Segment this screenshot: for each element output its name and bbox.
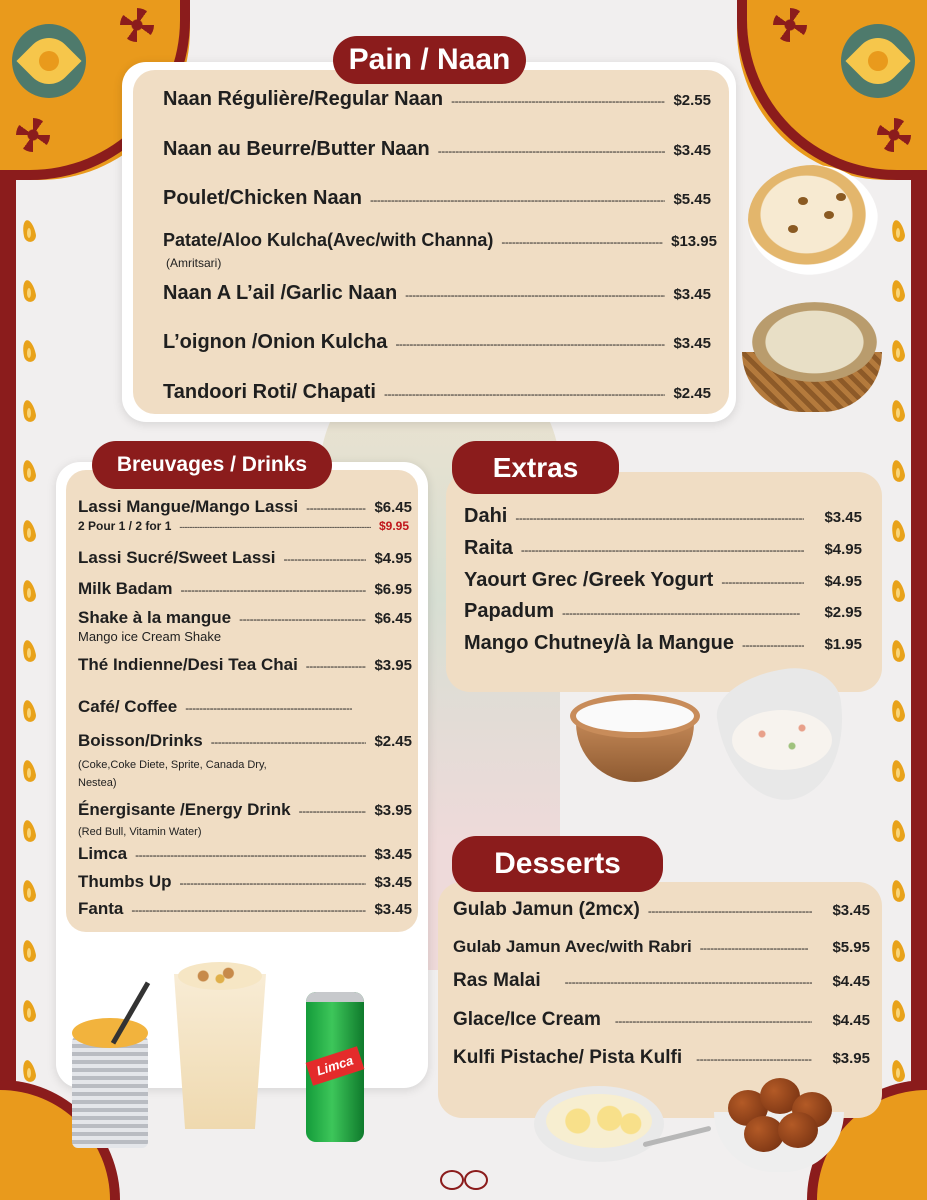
item-name: Fanta bbox=[78, 899, 124, 918]
flame-icon bbox=[889, 280, 907, 306]
item-note: Mango ice Cream Shake bbox=[78, 629, 222, 644]
menu-item bbox=[78, 872, 412, 892]
flame-icon bbox=[889, 880, 907, 906]
flame-icon bbox=[20, 880, 38, 906]
flame-icon bbox=[889, 760, 907, 786]
mango-lassi-glass-illustration bbox=[72, 1018, 142, 1148]
leader-dots bbox=[384, 387, 666, 401]
leader-dots bbox=[501, 235, 663, 249]
can-label: Limca bbox=[306, 1046, 365, 1086]
item-price: $3.45 bbox=[374, 846, 412, 863]
item-price: $4.95 bbox=[824, 573, 862, 590]
item-name: Tandoori Roti/ Chapati bbox=[163, 381, 376, 403]
item-price: $3.45 bbox=[374, 901, 412, 918]
menu-item bbox=[464, 537, 862, 560]
yogurt-bowl-illustration bbox=[570, 694, 700, 784]
flame-icon bbox=[889, 640, 907, 666]
menu-item bbox=[78, 608, 412, 628]
item-price: $4.95 bbox=[824, 541, 862, 558]
leader-dots bbox=[306, 659, 367, 673]
menu-item bbox=[464, 569, 862, 592]
item-name: Lassi Mangue/Mango Lassi bbox=[78, 497, 299, 516]
leader-dots bbox=[451, 94, 665, 108]
item-name: Lassi Sucré/Sweet Lassi bbox=[78, 548, 276, 567]
menu-item-offer bbox=[78, 519, 409, 533]
leader-dots bbox=[370, 193, 666, 207]
item-price: $4.45 bbox=[832, 1012, 870, 1029]
leader-dots bbox=[180, 583, 366, 597]
item-note: (Coke,Coke Diete, Sprite, Canada Dry, bbox=[78, 759, 267, 771]
item-price: $2.55 bbox=[673, 92, 711, 109]
menu-item bbox=[78, 697, 352, 717]
flower-icon bbox=[16, 118, 50, 152]
menu-item bbox=[453, 1009, 870, 1031]
basket-illustration bbox=[742, 302, 882, 412]
menu-item bbox=[163, 187, 711, 210]
item-name: Naan Régulière/Regular Naan bbox=[163, 88, 444, 110]
flower-icon bbox=[120, 8, 154, 42]
leader-dots bbox=[395, 337, 665, 351]
flame-icon bbox=[889, 520, 907, 546]
item-price: $3.45 bbox=[832, 902, 870, 919]
item-name: Milk Badam bbox=[78, 579, 173, 598]
menu-item bbox=[163, 88, 711, 111]
item-name: Raita bbox=[464, 537, 513, 559]
flame-icon bbox=[20, 940, 38, 966]
raita-dish-illustration bbox=[720, 670, 845, 800]
item-price: $1.95 bbox=[824, 636, 862, 653]
item-price: $6.45 bbox=[374, 610, 412, 627]
desserts-section-title: Desserts bbox=[452, 836, 663, 892]
item-name: L’oignon /Onion Kulcha bbox=[163, 331, 388, 353]
leader-dots bbox=[131, 903, 366, 917]
item-note: (Amritsari) bbox=[166, 256, 222, 270]
leader-dots bbox=[648, 904, 813, 918]
item-name: Gulab Jamun (2mcx) bbox=[453, 899, 640, 920]
leader-dots bbox=[721, 575, 804, 589]
item-name: Poulet/Chicken Naan bbox=[163, 187, 362, 209]
flame-icon bbox=[20, 820, 38, 846]
item-name: Papadum bbox=[464, 600, 555, 622]
item-name: Shake à la mangue bbox=[78, 608, 232, 627]
leader-dots bbox=[438, 144, 666, 158]
flame-icon bbox=[20, 280, 38, 306]
menu-item bbox=[163, 282, 711, 305]
item-price: $3.45 bbox=[374, 874, 412, 891]
flame-icon bbox=[20, 640, 38, 666]
menu-item bbox=[163, 138, 711, 161]
leader-dots bbox=[515, 511, 804, 525]
menu-item bbox=[453, 899, 870, 921]
item-name: Thé Indienne/Desi Tea Chai bbox=[78, 655, 298, 674]
item-name: Énergisante /Energy Drink bbox=[78, 800, 291, 819]
item-price: $13.95 bbox=[671, 233, 717, 250]
item-price: $3.95 bbox=[374, 802, 412, 819]
item-name: Naan A L’ail /Garlic Naan bbox=[163, 282, 398, 304]
right-border bbox=[911, 180, 927, 1110]
leader-dots bbox=[562, 606, 800, 620]
leader-dots bbox=[180, 876, 367, 890]
menu-item bbox=[78, 655, 412, 675]
menu-item bbox=[453, 937, 870, 957]
item-price: $4.45 bbox=[832, 973, 870, 990]
item-name: Gulab Jamun Avec/with Rabri bbox=[453, 937, 692, 956]
item-name: Thumbs Up bbox=[78, 872, 172, 891]
leader-dots bbox=[239, 612, 366, 626]
menu-item bbox=[78, 899, 412, 919]
item-price: $3.45 bbox=[673, 335, 711, 352]
flame-icon bbox=[20, 580, 38, 606]
right-flame-stripe bbox=[885, 200, 911, 1090]
item-price: $3.45 bbox=[673, 286, 711, 303]
flame-icon bbox=[889, 580, 907, 606]
flame-icon bbox=[889, 400, 907, 426]
item-name: Limca bbox=[78, 844, 128, 863]
menu-item bbox=[464, 632, 862, 655]
flame-icon bbox=[20, 1000, 38, 1026]
item-price: $5.95 bbox=[832, 939, 870, 956]
item-name: Naan au Beurre/Butter Naan bbox=[163, 138, 430, 160]
menu-item bbox=[163, 331, 711, 354]
extras-section-title: Extras bbox=[452, 441, 619, 494]
item-price: $3.45 bbox=[824, 509, 862, 526]
flower-icon bbox=[773, 8, 807, 42]
item-price: $5.45 bbox=[673, 191, 711, 208]
menu-item bbox=[464, 600, 862, 623]
item-price: $6.45 bbox=[374, 499, 412, 516]
flame-icon bbox=[889, 820, 907, 846]
item-name: Dahi bbox=[464, 505, 508, 527]
leader-dots bbox=[185, 701, 352, 715]
item-price: $3.95 bbox=[832, 1050, 870, 1067]
item-price: $2.45 bbox=[374, 733, 412, 750]
flame-icon bbox=[20, 760, 38, 786]
leader-dots bbox=[565, 975, 813, 989]
flame-icon bbox=[889, 340, 907, 366]
leader-dots bbox=[211, 735, 367, 749]
item-name: Yaourt Grec /Greek Yogurt bbox=[464, 569, 714, 591]
item-price: $3.95 bbox=[374, 657, 412, 674]
ras-malai-illustration bbox=[534, 1086, 664, 1166]
leader-dots bbox=[696, 1052, 812, 1066]
leader-dots bbox=[700, 941, 809, 955]
item-name: Ras Malai bbox=[453, 970, 541, 991]
flame-icon bbox=[20, 520, 38, 546]
item-name: Patate/Aloo Kulcha(Avec/with Channa) bbox=[163, 230, 494, 250]
leader-dots bbox=[521, 543, 805, 557]
menu-item bbox=[78, 497, 412, 517]
menu-item bbox=[78, 548, 412, 568]
leader-dots bbox=[615, 1014, 813, 1028]
flame-icon bbox=[20, 400, 38, 426]
menu-item bbox=[464, 505, 862, 528]
soda-can-illustration bbox=[306, 992, 364, 1142]
flame-icon bbox=[889, 220, 907, 246]
lassi-glass-illustration bbox=[174, 962, 266, 1132]
menu-item bbox=[78, 800, 412, 820]
menu-item bbox=[453, 1047, 870, 1069]
menu-item bbox=[163, 381, 711, 404]
leader-dots bbox=[306, 501, 366, 515]
flame-icon bbox=[889, 940, 907, 966]
leader-dots bbox=[284, 552, 367, 566]
leader-dots bbox=[179, 522, 371, 532]
item-note: 2 Pour 1 / 2 for 1 bbox=[78, 519, 172, 533]
leader-dots bbox=[742, 638, 804, 652]
flame-icon bbox=[20, 220, 38, 246]
item-price: $4.95 bbox=[374, 550, 412, 567]
menu-item bbox=[163, 230, 717, 251]
item-name: Café/ Coffee bbox=[78, 697, 178, 716]
gulab-jamun-illustration bbox=[714, 1072, 844, 1172]
leader-dots bbox=[135, 848, 366, 862]
flame-icon bbox=[20, 700, 38, 726]
flame-icon bbox=[889, 1000, 907, 1026]
menu-item bbox=[78, 731, 412, 751]
lotus-icon bbox=[12, 24, 86, 98]
item-name: Mango Chutney/à la Mangue bbox=[464, 632, 735, 654]
lotus-icon bbox=[841, 24, 915, 98]
item-name: Kulfi Pistache/ Pista Kulfi bbox=[453, 1047, 683, 1068]
flame-icon bbox=[889, 460, 907, 486]
leader-dots bbox=[299, 804, 367, 818]
menu-item bbox=[78, 844, 412, 864]
item-price: $2.45 bbox=[673, 385, 711, 402]
flame-icon bbox=[20, 460, 38, 486]
menu-item bbox=[78, 579, 412, 599]
item-name: Glace/Ice Cream bbox=[453, 1009, 601, 1030]
left-flame-stripe bbox=[16, 200, 42, 1090]
item-note: (Red Bull, Vitamin Water) bbox=[78, 826, 202, 838]
menu-item bbox=[453, 970, 870, 992]
item-name: Boisson/Drinks bbox=[78, 731, 203, 750]
flame-icon bbox=[889, 700, 907, 726]
item-offer-price: $9.95 bbox=[378, 519, 409, 533]
footer-ornament-icon bbox=[440, 1168, 488, 1190]
naan-section-title: Pain / Naan bbox=[333, 36, 526, 84]
item-price: $2.95 bbox=[824, 604, 862, 621]
flower-icon bbox=[877, 118, 911, 152]
naan-illustration bbox=[748, 165, 878, 275]
drinks-section-title: Breuvages / Drinks bbox=[92, 441, 332, 489]
item-note: Nestea) bbox=[78, 777, 117, 789]
item-price: $3.45 bbox=[673, 142, 711, 159]
item-price: $6.95 bbox=[374, 581, 412, 598]
flame-icon bbox=[20, 340, 38, 366]
top-right-ornament bbox=[737, 0, 927, 180]
left-border bbox=[0, 180, 16, 1110]
leader-dots bbox=[405, 288, 665, 302]
